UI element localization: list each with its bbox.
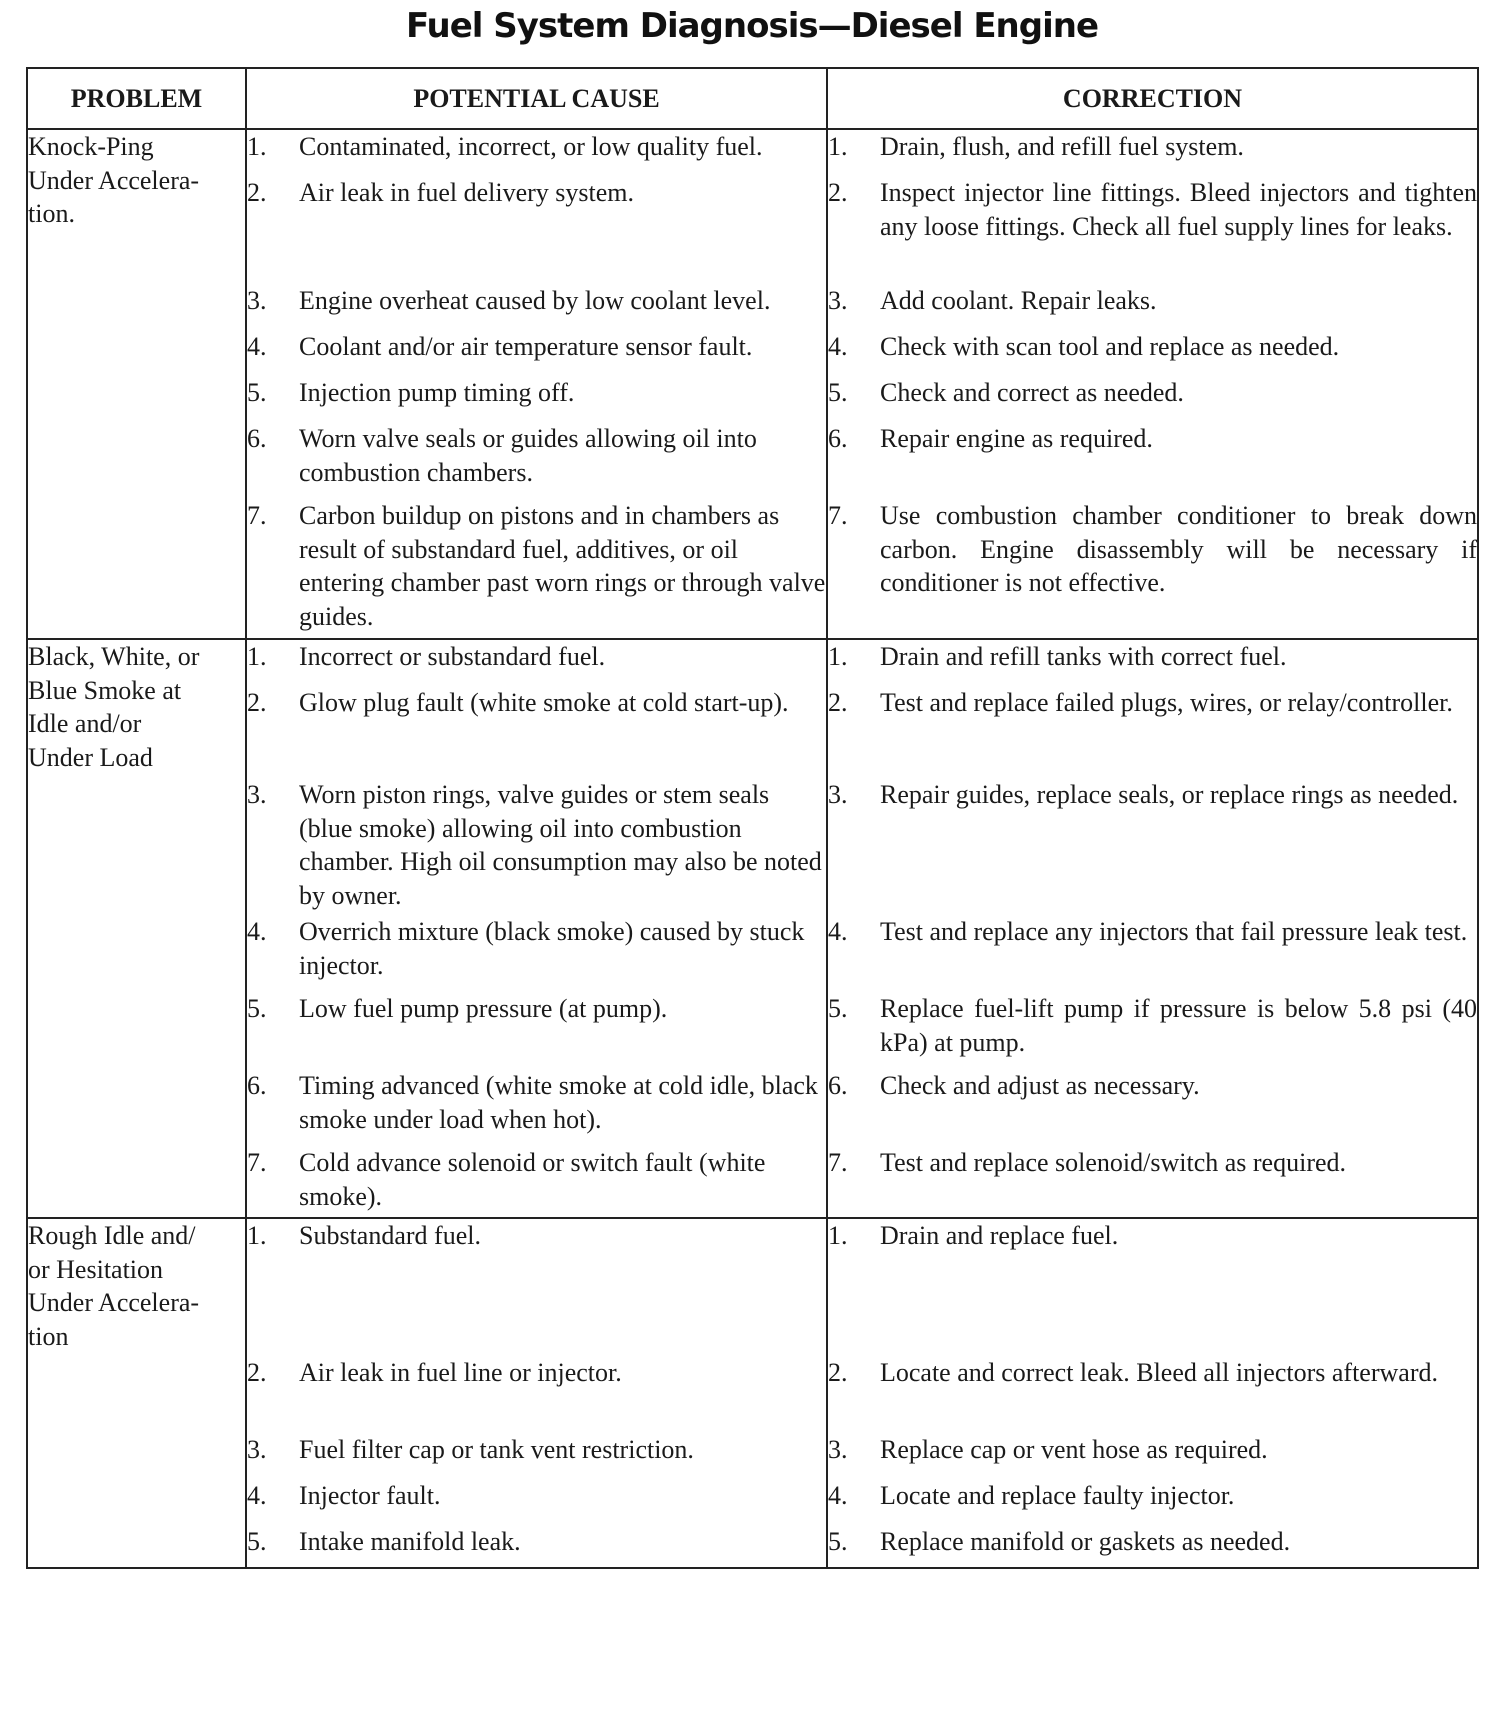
cause-text: Substandard fuel. xyxy=(299,1221,481,1250)
cause-text: Cold advance solenoid or switch fault (white smoke). xyxy=(299,1148,766,1211)
correction-cell xyxy=(827,129,1478,639)
item-number: 6. xyxy=(247,1071,267,1100)
cause-item xyxy=(247,284,826,330)
cause-text: Glow plug fault (white smoke at cold start-up). xyxy=(299,688,789,717)
item-number: 2. xyxy=(828,688,848,717)
problem-text-line: Idle and/or xyxy=(28,709,142,738)
item-number: 3. xyxy=(828,780,848,809)
cause-text: Injector fault. xyxy=(299,1481,441,1510)
diagnosis-table xyxy=(26,67,1479,1569)
problem-text-line: Knock-Ping xyxy=(28,132,154,161)
correction-text: Check and adjust as necessary. xyxy=(880,1071,1200,1100)
page-title: Fuel System Diagnosis—Diesel Engine xyxy=(405,6,1098,46)
cause-item xyxy=(247,1356,826,1433)
item-number: 3. xyxy=(247,1435,267,1464)
correction-item xyxy=(828,130,1477,176)
correction-item xyxy=(828,376,1477,422)
problem-cell xyxy=(27,1218,246,1568)
item-number: 7. xyxy=(247,1148,267,1177)
cause-item xyxy=(247,915,826,992)
header-potential-cause: POTENTIAL CAUSE xyxy=(246,68,827,129)
cause-item xyxy=(247,640,826,686)
correction-text: Check and correct as needed. xyxy=(880,378,1184,407)
table-row xyxy=(27,129,1478,639)
item-number: 4. xyxy=(828,917,848,946)
item-number: 4. xyxy=(828,1481,848,1510)
item-number: 5. xyxy=(247,1527,267,1556)
cause-item xyxy=(247,686,826,778)
item-number: 6. xyxy=(247,424,267,453)
item-number: 5. xyxy=(247,378,267,407)
item-number: 1. xyxy=(247,642,267,671)
item-number: 2. xyxy=(247,178,267,207)
cause-text: Worn piston rings, valve guides or stem seals (blue smoke) allowing oil into combustion chamber. High oil consumption may also be noted by owner. xyxy=(299,780,822,910)
item-number: 2. xyxy=(828,1358,848,1387)
problem-text-line: Blue Smoke at xyxy=(28,675,182,705)
item-number: 6. xyxy=(828,1071,848,1100)
correction-text: Check with scan tool and replace as needed. xyxy=(880,332,1340,361)
correction-item xyxy=(828,640,1477,686)
correction-item xyxy=(828,1146,1477,1217)
item-number: 3. xyxy=(247,286,267,315)
cause-item xyxy=(247,992,826,1069)
problem-text-line: tion. xyxy=(28,199,75,228)
correction-text: Replace manifold or gaskets as needed. xyxy=(880,1527,1291,1556)
cause-item xyxy=(247,499,826,638)
header-correction: CORRECTION xyxy=(827,68,1478,129)
cause-item xyxy=(247,422,826,499)
correction-text: Inspect injector line fittings. Bleed injectors and tighten any loose fittings. Check all fuel supply lines for leaks. xyxy=(880,178,1477,241)
problem-text-line: or Hesitation xyxy=(28,1254,164,1284)
cause-text: Air leak in fuel line or injector. xyxy=(299,1358,622,1387)
item-number: 4. xyxy=(247,1481,267,1510)
cause-item xyxy=(247,130,826,176)
problem-text-line: Rough Idle and/ xyxy=(28,1221,196,1250)
correction-cell xyxy=(827,1218,1478,1568)
cause-item xyxy=(247,1219,826,1356)
correction-item xyxy=(828,176,1477,284)
cause-text: Engine overheat caused by low coolant level. xyxy=(299,286,771,315)
item-number: 3. xyxy=(247,780,267,809)
item-number: 1. xyxy=(247,1221,267,1250)
cause-cell xyxy=(246,129,827,639)
problem-cell xyxy=(27,129,246,639)
correction-text: Add coolant. Repair leaks. xyxy=(880,286,1157,315)
item-number: 1. xyxy=(828,132,848,161)
correction-item xyxy=(828,915,1477,992)
problem-text-line: tion xyxy=(28,1321,69,1351)
table-header xyxy=(27,68,1478,129)
cause-text: Coolant and/or air temperature sensor fault. xyxy=(299,332,753,361)
cause-item xyxy=(247,330,826,376)
header-problem: PROBLEM xyxy=(27,68,246,129)
correction-text: Drain and replace fuel. xyxy=(880,1221,1119,1250)
cause-text: Overrich mixture (black smoke) caused by stuck injector. xyxy=(299,917,805,980)
correction-item xyxy=(828,1433,1477,1479)
cause-text: Carbon buildup on pistons and in chambers as result of substandard fuel, additives, or oil entering chamber past worn rings or through valve guides. xyxy=(299,501,826,631)
item-number: 7. xyxy=(828,1148,848,1177)
item-number: 7. xyxy=(247,501,267,530)
correction-item xyxy=(828,330,1477,376)
cause-text: Injection pump timing off. xyxy=(299,378,575,407)
correction-text: Test and replace failed plugs, wires, or relay/controller. xyxy=(880,688,1453,717)
item-number: 2. xyxy=(247,688,267,717)
correction-item xyxy=(828,1479,1477,1525)
correction-text: Replace cap or vent hose as required. xyxy=(880,1435,1268,1464)
item-number: 7. xyxy=(828,501,848,530)
cause-item xyxy=(247,1146,826,1217)
problem-text-line: Black, White, or xyxy=(28,642,200,671)
cause-item xyxy=(247,1069,826,1146)
item-number: 1. xyxy=(247,132,267,161)
cause-text: Low fuel pump pressure (at pump). xyxy=(299,994,668,1023)
item-number: 6. xyxy=(828,424,848,453)
cause-text: Worn valve seals or guides allowing oil into combustion chambers. xyxy=(299,424,757,487)
correction-text: Test and replace solenoid/switch as required. xyxy=(880,1148,1347,1177)
cause-text: Timing advanced (white smoke at cold idle, black smoke under load when hot). xyxy=(299,1071,818,1134)
correction-item xyxy=(828,1356,1477,1433)
cause-cell xyxy=(246,639,827,1218)
correction-item xyxy=(828,284,1477,330)
problem-text-line: Under Accelera- xyxy=(28,165,200,195)
correction-text: Drain, flush, and refill fuel system. xyxy=(880,132,1244,161)
item-number: 5. xyxy=(247,994,267,1023)
item-number: 3. xyxy=(828,1435,848,1464)
cause-item xyxy=(247,1525,826,1567)
correction-item xyxy=(828,992,1477,1069)
correction-text: Locate and replace faulty injector. xyxy=(880,1481,1235,1510)
table-row xyxy=(27,1218,1478,1568)
correction-cell xyxy=(827,639,1478,1218)
cause-text: Incorrect or substandard fuel. xyxy=(299,642,606,671)
problem-text-line: Under Accelera- xyxy=(28,1288,200,1317)
item-number: 4. xyxy=(247,917,267,946)
cause-cell xyxy=(246,1218,827,1568)
correction-text: Repair engine as required. xyxy=(880,424,1153,453)
correction-item xyxy=(828,422,1477,499)
correction-item xyxy=(828,778,1477,915)
correction-text: Drain and refill tanks with correct fuel. xyxy=(880,642,1287,671)
item-number: 4. xyxy=(247,332,267,361)
problem-text-line: Under Load xyxy=(28,742,153,772)
item-number: 1. xyxy=(828,1221,848,1250)
item-number: 2. xyxy=(247,1358,267,1387)
item-number: 2. xyxy=(828,178,848,207)
correction-text: Use combustion chamber conditioner to break down carbon. Engine disassembly will be necessary if conditioner is not effective. xyxy=(880,501,1477,597)
item-number: 1. xyxy=(828,642,848,671)
cause-item xyxy=(247,1479,826,1525)
correction-item xyxy=(828,686,1477,778)
cause-text: Contaminated, incorrect, or low quality fuel. xyxy=(299,132,763,161)
correction-text: Test and replace any injectors that fail pressure leak test. xyxy=(880,917,1468,946)
correction-item xyxy=(828,1525,1477,1567)
item-number: 5. xyxy=(828,378,848,407)
problem-cell xyxy=(27,639,246,1218)
cause-text: Intake manifold leak. xyxy=(299,1527,521,1556)
correction-item xyxy=(828,1069,1477,1146)
correction-text: Locate and correct leak. Bleed all injectors afterward. xyxy=(880,1358,1438,1387)
cause-item xyxy=(247,778,826,915)
correction-text: Repair guides, replace seals, or replace rings as needed. xyxy=(880,780,1459,809)
item-number: 3. xyxy=(828,286,848,315)
cause-item xyxy=(247,1433,826,1479)
correction-item xyxy=(828,1219,1477,1356)
cause-item xyxy=(247,376,826,422)
item-number: 5. xyxy=(828,994,848,1023)
table-row xyxy=(27,639,1478,1218)
correction-text: Replace fuel-lift pump if pressure is below 5.8 psi (40 kPa) at pump. xyxy=(880,994,1477,1057)
cause-item xyxy=(247,176,826,284)
item-number: 4. xyxy=(828,332,848,361)
item-number: 5. xyxy=(828,1527,848,1556)
table-body xyxy=(27,129,1478,1568)
cause-text: Air leak in fuel delivery system. xyxy=(299,178,635,207)
correction-item xyxy=(828,499,1477,638)
cause-text: Fuel filter cap or tank vent restriction. xyxy=(299,1435,694,1464)
